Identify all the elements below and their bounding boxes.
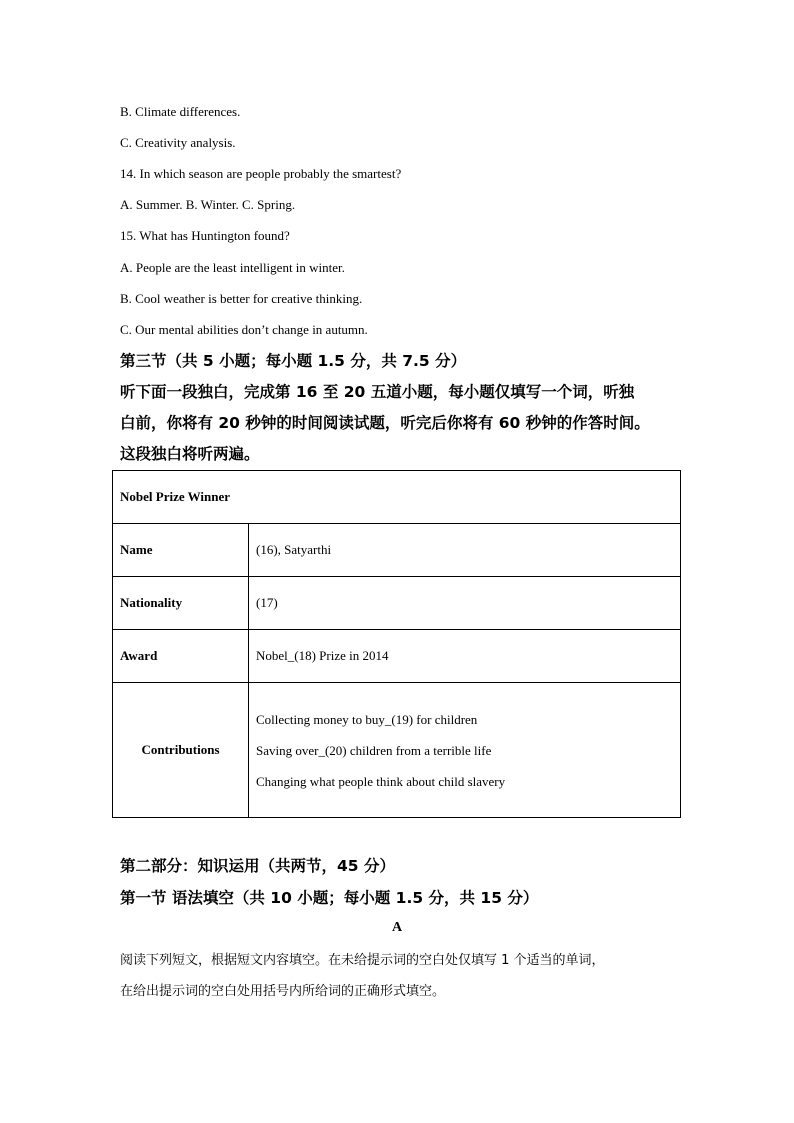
notes-table <box>112 470 681 818</box>
section3-instruction-line: 白前，你将有 20 秒钟的时间阅读试题，听完后你将有 60 秒钟的作答时间。 <box>120 414 650 432</box>
option-15a: A. People are the least intelligent in winter. <box>120 260 345 275</box>
table-row <box>113 630 681 683</box>
question-14: 14. In which season are people probably the smartest? <box>120 166 402 181</box>
option-15b: B. Cool weather is better for creative thinking. <box>120 291 363 306</box>
part2-section1-heading: 第一节 语法填空（共 10 小题；每小题 1.5 分，共 15 分） <box>120 889 539 907</box>
table-row <box>113 524 681 577</box>
option-15c: C. Our mental abilities don’t change in autumn. <box>120 322 368 337</box>
row-label: Nationality <box>113 577 249 630</box>
row-label: Contributions <box>113 683 249 818</box>
part2-heading: 第二部分：知识运用（共两节，45 分） <box>120 857 395 875</box>
row-value: (16), Satyarthi <box>249 524 681 577</box>
passage-label: A <box>391 920 403 935</box>
contribution-item: Collecting money to buy_(19) for children <box>256 711 478 727</box>
part2-instruction-line: 阅读下列短文，根据短文内容填空。在未给提示词的空白处仅填写 1 个适当的单词， <box>120 953 605 968</box>
section3-instruction-line: 听下面一段独白，完成第 16 至 20 五道小题，每小题仅填写一个词，听独 <box>120 383 635 401</box>
section3-heading: 第三节（共 5 小题；每小题 1.5 分，共 7.5 分） <box>120 352 467 370</box>
table-title: Nobel Prize Winner <box>113 471 681 524</box>
question-15: 15. What has Huntington found? <box>120 228 290 243</box>
option-13c: C. Creativity analysis. <box>120 135 236 150</box>
contribution-item: Saving over_(20) children from a terrible life <box>256 742 492 758</box>
row-value: Nobel_(18) Prize in 2014 <box>249 630 681 683</box>
contribution-item: Changing what people think about child slavery <box>256 773 506 789</box>
table-title-row <box>113 471 681 524</box>
row-value: (17) <box>249 577 681 630</box>
options-14: A. Summer. B. Winter. C. Spring. <box>120 197 296 212</box>
option-13b: B. Climate differences. <box>120 104 241 119</box>
section3-instruction-line: 这段独白将听两遍。 <box>120 445 260 463</box>
table-row <box>113 577 681 630</box>
part2-instruction-line: 在给出提示词的空白处用括号内所给词的正确形式填空。 <box>120 984 446 999</box>
row-label: Name <box>113 524 249 577</box>
contributions-cell <box>249 683 681 818</box>
row-label: Award <box>113 630 249 683</box>
table-row <box>113 683 681 818</box>
